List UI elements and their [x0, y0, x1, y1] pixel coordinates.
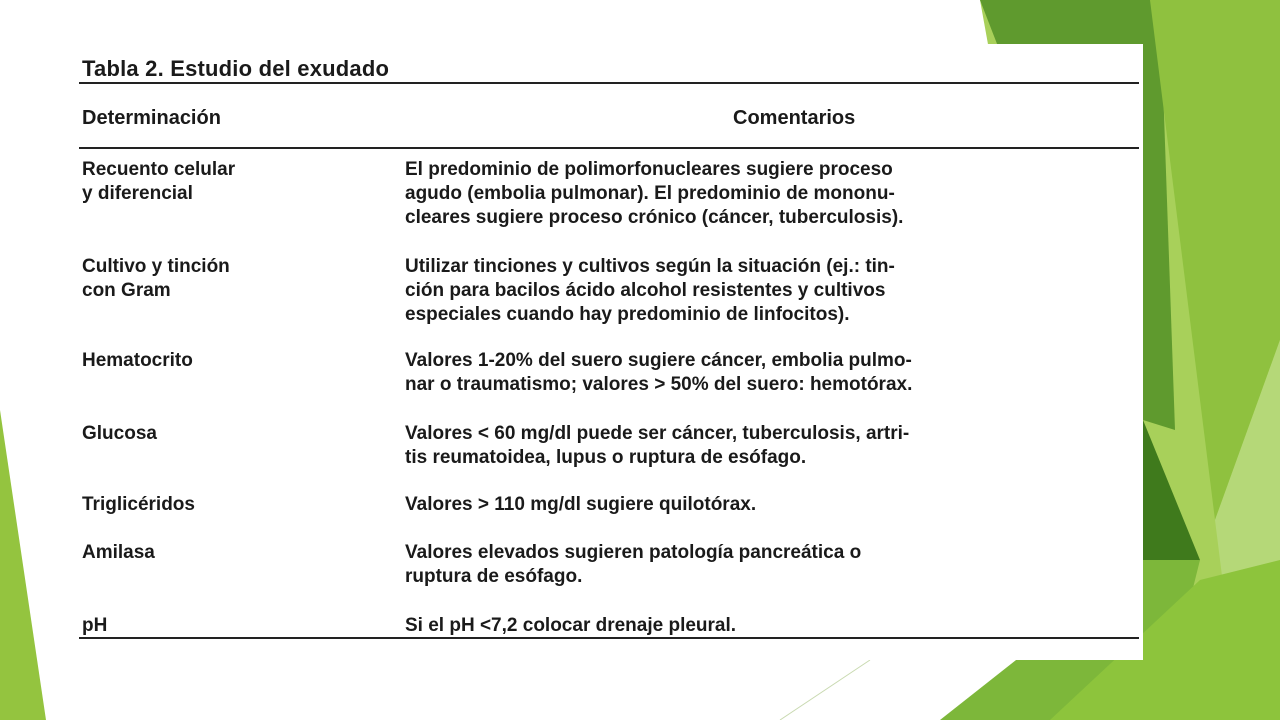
- cell-determinacion: Hematocrito: [82, 350, 193, 371]
- header-comentarios: Comentarios: [733, 107, 856, 129]
- cell-determinacion: Recuento celular y diferencial: [82, 159, 236, 204]
- table-header-rule: [79, 147, 1139, 149]
- cell-determinacion: Amilasa: [82, 542, 155, 563]
- cell-comentario: Valores < 60 mg/dl puede ser cáncer, tuberculosis, artri- tis reumatoidea, lupus o ruptura de esófago.: [405, 423, 910, 468]
- cell-comentario: Valores 1-20% del suero sugiere cáncer, embolia pulmo- nar o traumatismo; valores > 50% del suero: hemotórax.: [405, 350, 913, 395]
- cell-comentario: El predominio de polimorfonucleares sugiere proceso agudo (embolia pulmonar). El predominio de mononu- cleares sugiere proceso crónico (cáncer, tuberculosis).: [405, 159, 904, 228]
- cell-determinacion: Triglicéridos: [82, 494, 195, 515]
- cell-determinacion: Cultivo y tinción con Gram: [82, 256, 230, 301]
- cell-comentario: Si el pH <7,2 colocar drenaje pleural.: [405, 615, 737, 636]
- cell-determinacion: pH: [82, 615, 108, 636]
- cell-comentario: Valores elevados sugieren patología pancreática o ruptura de esófago.: [405, 542, 862, 587]
- left-green-stripe: [0, 410, 46, 720]
- bottom-thin-line: [780, 660, 870, 720]
- exudate-study-table: [67, 44, 1143, 660]
- header-determinacion: Determinación: [82, 107, 221, 129]
- cell-comentario: Utilizar tinciones y cultivos según la situación (ej.: tin- ción para bacilos ácido alcohol resistentes y cultivos especiales cuando hay predominio de linfocitos).: [405, 256, 895, 325]
- table-top-rule: [79, 82, 1139, 84]
- table-title: Tabla 2. Estudio del exudado: [82, 56, 390, 81]
- cell-comentario: Valores > 110 mg/dl sugiere quilotórax.: [405, 494, 757, 515]
- cell-determinacion: Glucosa: [82, 423, 157, 444]
- table-bottom-rule: [79, 637, 1139, 639]
